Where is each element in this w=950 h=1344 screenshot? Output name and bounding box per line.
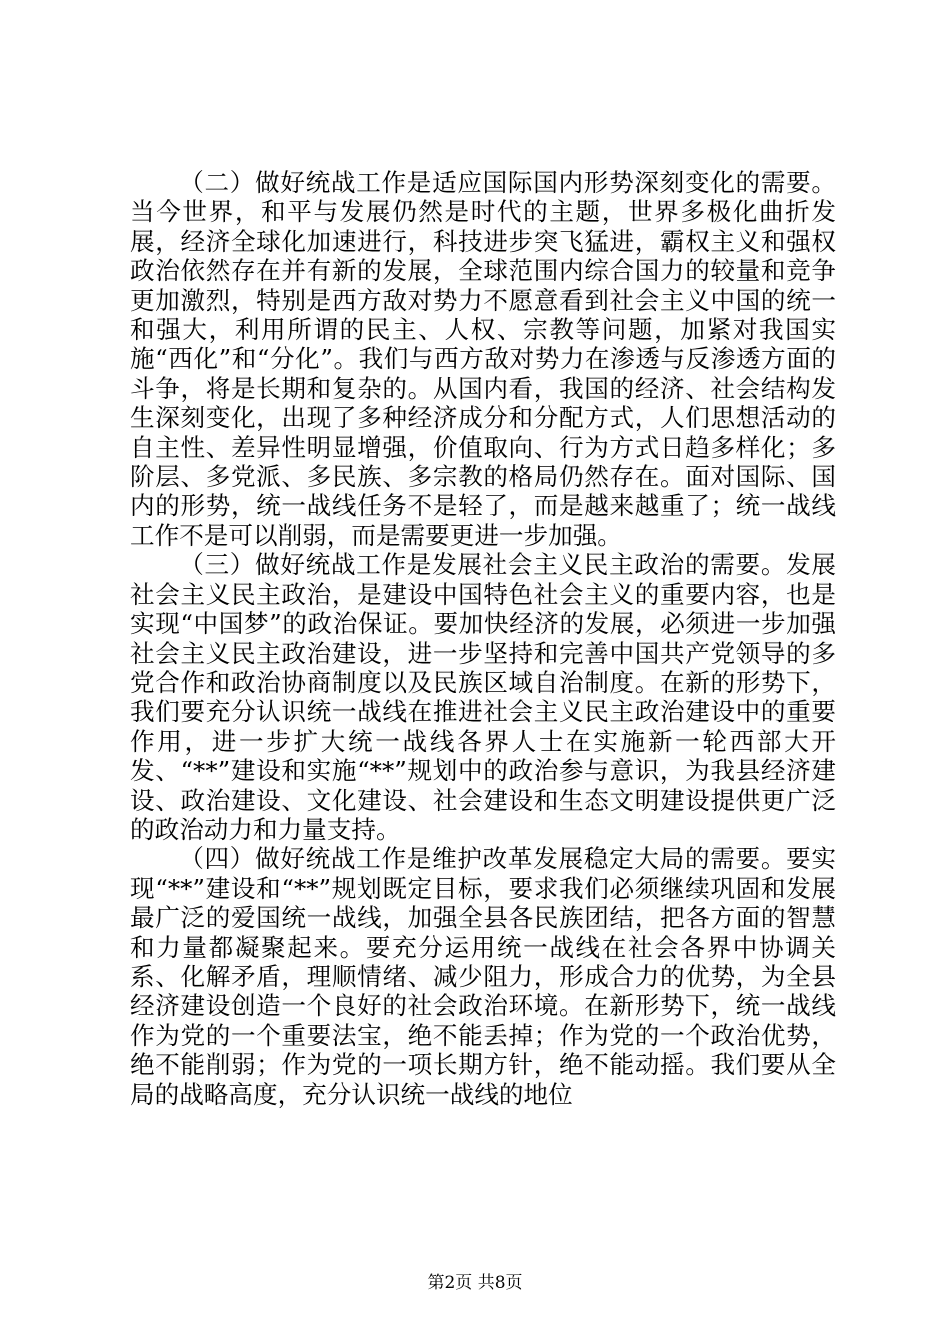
document-body bbox=[130, 168, 836, 1109]
paragraph-2: （二）做好统战工作是适应国际国内形势深刻变化的需要。当今世界，和平与发展仍然是时代的主题，世界多极化曲折发展，经济全球化加速进行，科技进步突飞猛进，霸权主义和强权政治依然存在并有新的发展，全球范围内综合国力的较量和竞争更加激烈，特别是西方敌对势力不愿意看到社会主义中国的统一和强大，利用所谓的民主、人权、宗教等问题，加紧对我国实施“西化”和“分化”。我们与西方敌对势力在渗透与反渗透方面的斗争，将是长期和复杂的。从国内看，我国的经济、社会结构发生深刻变化，出现了多种经济成分和分配方式，人们思想活动的自主性、差异性明显增强，价值取向、行为方式日趋多样化；多阶层、多党派、多民族、多宗教的格局仍然存在。面对国际、国内的形势，统一战线任务不是轻了，而是越来越重了；统一战线工作不是可以削弱，而是需要更进一步加强。 bbox=[130, 168, 836, 550]
paragraph-3: （三）做好统战工作是发展社会主义民主政治的需要。发展社会主义民主政治，是建设中国特色社会主义的重要内容，也是实现“中国梦”的政治保证。要加快经济的发展，必须进一步加强社会主义民主政治建设，进一步坚持和完善中国共产党领导的多党合作和政治协商制度以及民族区域自治制度。在新的形势下，我们要充分认识统一战线在推进社会主义民主政治建设中的重要作用，进一步扩大统一战线各界人士在实施新一轮西部大开发、“**”建设和实施“**”规划中的政治参与意识，为我县经济建设、政治建设、文化建设、社会建设和生态文明建设提供更广泛的政治动力和力量支持。 bbox=[130, 550, 836, 844]
page-number-footer: 第2页 共8页 bbox=[427, 1273, 523, 1293]
paragraph-4: （四）做好统战工作是维护改革发展稳定大局的需要。要实现“**”建设和“**”规划既定目标，要求我们必须继续巩固和发展最广泛的爱国统一战线，加强全县各民族团结，把各方面的智慧和力量都凝聚起来。要充分运用统一战线在社会各界中协调关系、化解矛盾，理顺情绪、减少阻力，形成合力的优势，为全县经济建设创造一个良好的社会政治环境。在新形势下，统一战线作为党的一个重要法宝，绝不能丢掉；作为党的一个政治优势，绝不能削弱；作为党的一项长期方针，绝不能动摇。我们要从全局的战略高度，充分认识统一战线的地位 bbox=[130, 844, 836, 1109]
